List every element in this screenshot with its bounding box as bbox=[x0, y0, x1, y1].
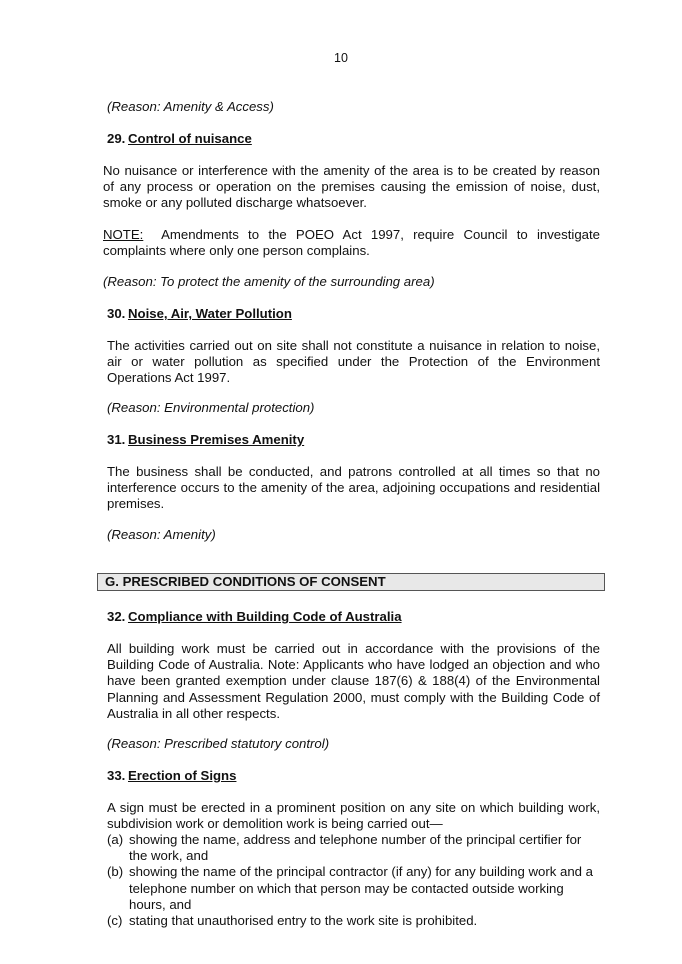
list-text: stating that unauthorised entry to the work site is prohibited. bbox=[129, 913, 478, 929]
condition-29-body: No nuisance or interference with the amenity of the area is to be created by reason of any process or operation on the premises causing the emission of noise, dust, smoke or any polluted discharge whatsoever. bbox=[103, 163, 600, 211]
condition-30-body: The activities carried out on site shall not constitute a nuisance in relation to noise, air or water pollution as specified under the Protection of the Environment Operations Act 1997. bbox=[107, 338, 600, 386]
list-item bbox=[107, 913, 600, 929]
note-label: NOTE: bbox=[103, 227, 144, 242]
condition-33-intro: A sign must be erected in a prominent position on any site on which building work, subdivision work or demolition work is being carried out— bbox=[107, 800, 600, 832]
condition-30-number: 30. bbox=[107, 306, 126, 321]
condition-31-title: Business Premises Amenity bbox=[128, 432, 305, 447]
condition-32-number: 32. bbox=[107, 609, 126, 624]
condition-29-number: 29. bbox=[107, 131, 126, 146]
condition-32-body: All building work must be carried out in accordance with the provisions of the Building Code of Australia. Note: Applicants who have lodged an objection and who have been granted exemption under clause 187(6) & 188(4) of the Environmental Planning and Assessment Regulation 2000, must comply with the Building Code of Australia in all other respects. bbox=[107, 641, 600, 721]
condition-33-number: 33. bbox=[107, 768, 126, 783]
condition-33-title: Erection of Signs bbox=[128, 768, 237, 783]
note-text: Amendments to the POEO Act 1997, require Council to investigate complaints where only one person complains. bbox=[103, 227, 604, 259]
page-number: 10 bbox=[334, 51, 348, 65]
condition-33-list bbox=[107, 832, 600, 929]
section-g-header: G. PRESCRIBED CONDITIONS OF CONSENT bbox=[97, 573, 605, 591]
condition-33-heading bbox=[107, 768, 236, 784]
list-marker: (c) bbox=[107, 913, 123, 929]
condition-30-title: Noise, Air, Water Pollution bbox=[128, 306, 292, 321]
list-marker: (a) bbox=[107, 832, 124, 847]
reason-amenity-access: (Reason: Amenity & Access) bbox=[107, 99, 274, 114]
condition-29-title: Control of nuisance bbox=[128, 131, 252, 146]
condition-32-title: Compliance with Building Code of Australia bbox=[128, 609, 402, 624]
condition-32-reason: (Reason: Prescribed statutory control) bbox=[107, 736, 330, 751]
condition-29-note bbox=[103, 227, 604, 259]
condition-32-heading bbox=[107, 609, 402, 625]
list-text: showing the name of the principal contractor (if any) for any building work and a telephone number on which that person may be contacted outside working hours, and bbox=[129, 864, 594, 912]
condition-31-reason: (Reason: Amenity) bbox=[107, 527, 216, 542]
condition-29-heading bbox=[107, 131, 252, 147]
list-item bbox=[107, 832, 600, 864]
condition-31-heading bbox=[107, 432, 304, 448]
list-marker: (b) bbox=[107, 864, 124, 880]
condition-31-body: The business shall be conducted, and patrons controlled at all times so that no interference occurs to the amenity of the area, adjoining occupations and residential premises. bbox=[107, 464, 600, 512]
condition-30-heading bbox=[107, 306, 292, 322]
condition-31-number: 31. bbox=[107, 432, 126, 447]
condition-29-reason: (Reason: To protect the amenity of the surrounding area) bbox=[103, 274, 435, 289]
list-item bbox=[107, 864, 600, 913]
list-text: showing the name, address and telephone number of the principal certifier for the work, and bbox=[129, 832, 582, 864]
condition-30-reason: (Reason: Environmental protection) bbox=[107, 400, 315, 415]
